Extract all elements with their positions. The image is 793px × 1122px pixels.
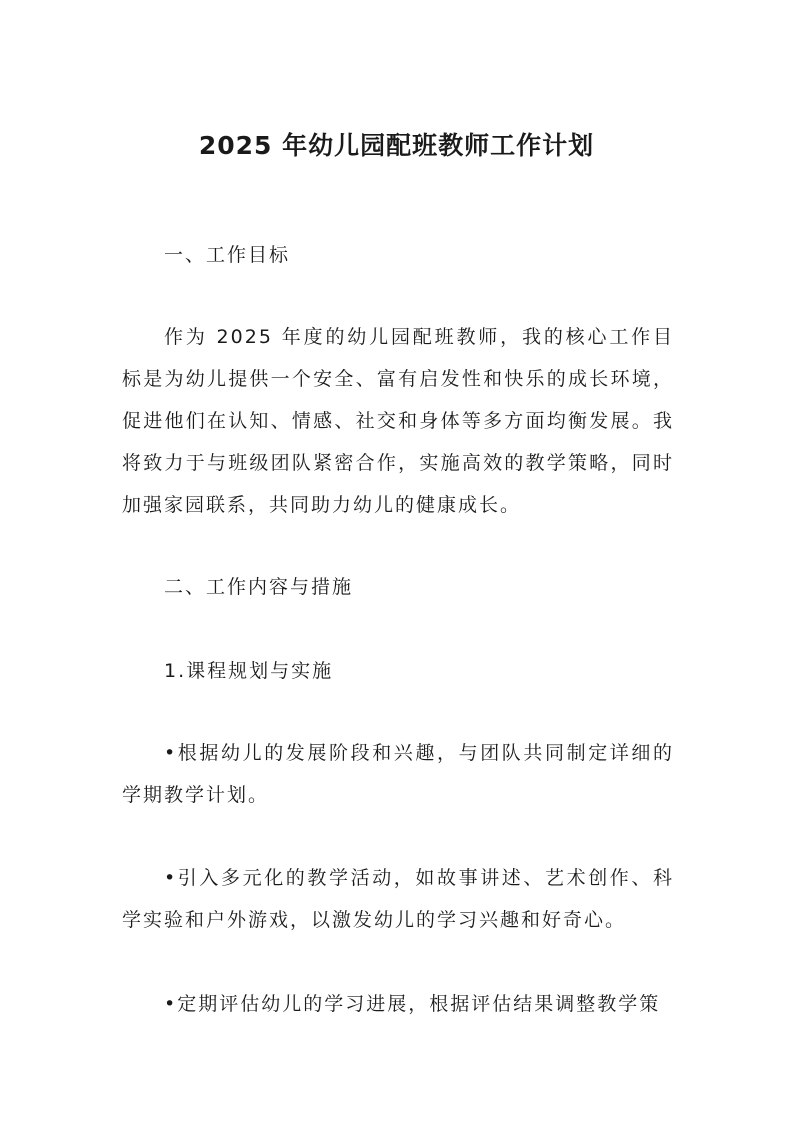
document-title: 2025 年幼儿园配班教师工作计划 <box>198 131 595 160</box>
goals-paragraph: 作为 2025 年度的幼儿园配班教师，我的核心工作目标是为幼儿提供一个安全、富有启发性和快乐的成长环境，促进他们在认知、情感、社交和身体等多方面均衡发展。我将致力于与班级团队紧密合作，实施高效的教学策略，同时加强家园联系，共同助力幼儿的健康成长。 <box>122 326 674 516</box>
bullet-item: •引入多元化的教学活动，如故事讲述、艺术创作、科学实验和户外游戏，以激发幼儿的学习兴趣和好奇心。 <box>122 867 674 931</box>
section-heading-goals: 一、工作目标 <box>164 244 291 266</box>
section-heading-content: 二、工作内容与措施 <box>164 576 354 598</box>
bullet-item: •定期评估幼儿的学习进展，根据评估结果调整教学策 <box>164 993 661 1015</box>
subsection-heading-curriculum: 1.课程规划与实施 <box>164 660 334 682</box>
bullet-item: •根据幼儿的发展阶段和兴趣，与团队共同制定详细的学期教学计划。 <box>122 742 674 806</box>
